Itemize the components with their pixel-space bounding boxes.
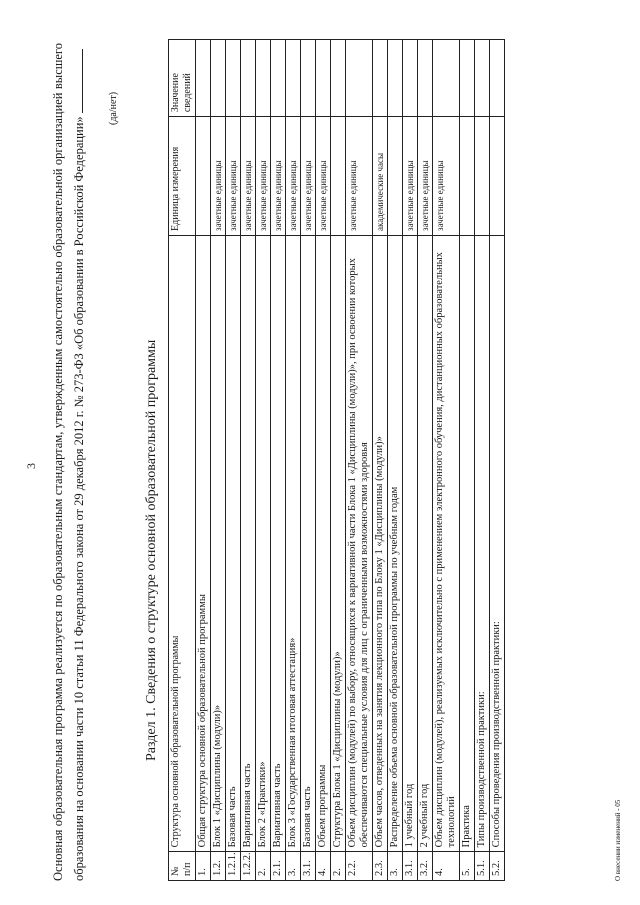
row-number: 3.1. [403,852,418,881]
row-text: Блок 3 «Государственная итоговая аттестация» [286,235,301,851]
row-unit: зачетные единицы [301,117,316,236]
table-row [211,40,226,881]
header-unit: Единица измерения [169,117,196,236]
row-unit [460,117,475,236]
table-row [241,40,256,881]
row-value [331,40,346,117]
intro-text: Основная образовательная программа реализуется по образовательным стандартам, утвержденным самостоятельно образовательной организацией высшего образования на основании части 10 статьи 11 Федерального закона от 29 декабря 2012 г. № 273-ФЗ «Об образовании в Российской Федерации» [51,43,86,881]
row-value [418,40,433,117]
row-number: 3.2. [418,852,433,881]
row-number: 2. [256,852,271,881]
row-unit: зачетные единицы [241,117,256,236]
row-number: 3.1. [301,852,316,881]
row-unit: зачетные единицы [211,117,226,236]
row-number: 2.3. [373,852,388,881]
table-row [271,40,286,881]
row-number: 2. [331,852,346,881]
table-row [331,40,346,881]
header-value: Значение сведений [169,40,196,117]
row-unit: зачетные единицы [271,117,286,236]
row-text: Блок 1 «Дисциплины (модули)» [211,235,226,851]
table-row [316,40,331,881]
row-unit: зачетные единицы [316,117,331,236]
row-value [373,40,388,117]
page-number: 3 [24,463,38,469]
row-unit: зачетные единицы [226,117,241,236]
footer-note: О внесении изменений - 05 [614,799,622,881]
row-unit: зачетные единицы [286,117,301,236]
row-number: 1.2.1. [226,852,241,881]
row-text: Распределение объема основной образовательной программы по учебным годам [388,235,403,851]
row-unit: академические часы [373,117,388,236]
table-row [388,40,403,881]
row-value [256,40,271,117]
row-text: Вариативная часть [271,235,286,851]
row-value [346,40,373,117]
yes-no-hint: (да/нет) [108,91,119,125]
row-value [490,40,505,117]
table-row [286,40,301,881]
row-text: 1 учебный год [403,235,418,851]
row-value [301,40,316,117]
row-text: Базовая часть [301,235,316,851]
row-text: Структура Блока 1 «Дисциплины (модули)» [331,235,346,851]
row-number: 1. [196,852,211,881]
structure-table [168,39,505,881]
table-row [226,40,241,881]
row-number: 4. [316,852,331,881]
row-number: 5. [460,852,475,881]
row-value [316,40,331,117]
row-text: Объем дисциплин (модулей) по выбору, относящихся к вариативной части Блока 1 «Дисциплины (модули)», при освоении которых обеспечиваются специальные условия для лиц с ограниченными возможностями здоровья [346,235,373,851]
row-number: 2.2. [346,852,373,881]
table-row [403,40,418,881]
table-row [373,40,388,881]
table-row [460,40,475,881]
table-row [490,40,505,881]
row-number: 3. [388,852,403,881]
row-number: 5.1. [475,852,490,881]
row-text: Объем программы [316,235,331,851]
row-value [226,40,241,117]
row-value [475,40,490,117]
row-text: Практика [460,235,475,851]
row-value [460,40,475,117]
row-unit: зачетные единицы [433,117,460,236]
table-body [196,40,505,881]
intro-paragraph [48,43,90,881]
row-unit [388,117,403,236]
row-text: Вариативная часть [241,235,256,851]
table-row [196,40,211,881]
row-text: Объем часов, отведенных на занятия лекционного типа по Блоку 1 «Дисциплины (модули)» [373,235,388,851]
row-value [388,40,403,117]
row-unit [331,117,346,236]
row-text: Базовая часть [226,235,241,851]
row-unit: зачетные единицы [346,117,373,236]
table-header-row [169,40,196,881]
row-unit: зачетные единицы [418,117,433,236]
row-value [241,40,256,117]
row-value [403,40,418,117]
row-text: Типы производственной практики: [475,235,490,851]
table-row [418,40,433,881]
section-title: Раздел 1. Сведения о структуре основной образовательной программы [144,339,159,761]
header-structure: Структура основной образовательной программы [169,235,196,851]
table-row [475,40,490,881]
row-number: 3. [286,852,301,881]
row-unit [475,117,490,236]
row-value [196,40,211,117]
answer-line [72,49,83,113]
row-unit [490,117,505,236]
table-row [256,40,271,881]
table-row [301,40,316,881]
row-number: 1.2. [211,852,226,881]
row-value [433,40,460,117]
row-value [286,40,301,117]
row-unit: зачетные единицы [256,117,271,236]
row-text: Общая структура основной образовательной программы [196,235,211,851]
row-number: 5.2. [490,852,505,881]
row-number: 4. [433,852,460,881]
header-num: № п/п [169,852,196,881]
row-text: Объем дисциплин (модулей), реализуемых исключительно с применением электронного обучения, дистанционных образовательных технологий [433,235,460,851]
row-text: 2 учебный год [418,235,433,851]
row-unit: зачетные единицы [403,117,418,236]
row-unit [196,117,211,236]
row-number: 2.1. [271,852,286,881]
row-text: Способы проведения производственной практики: [490,235,505,851]
row-text: Блок 2 «Практики» [256,235,271,851]
table-row [433,40,460,881]
row-number: 1.2.2. [241,852,256,881]
row-value [211,40,226,117]
row-value [271,40,286,117]
table-row [346,40,373,881]
